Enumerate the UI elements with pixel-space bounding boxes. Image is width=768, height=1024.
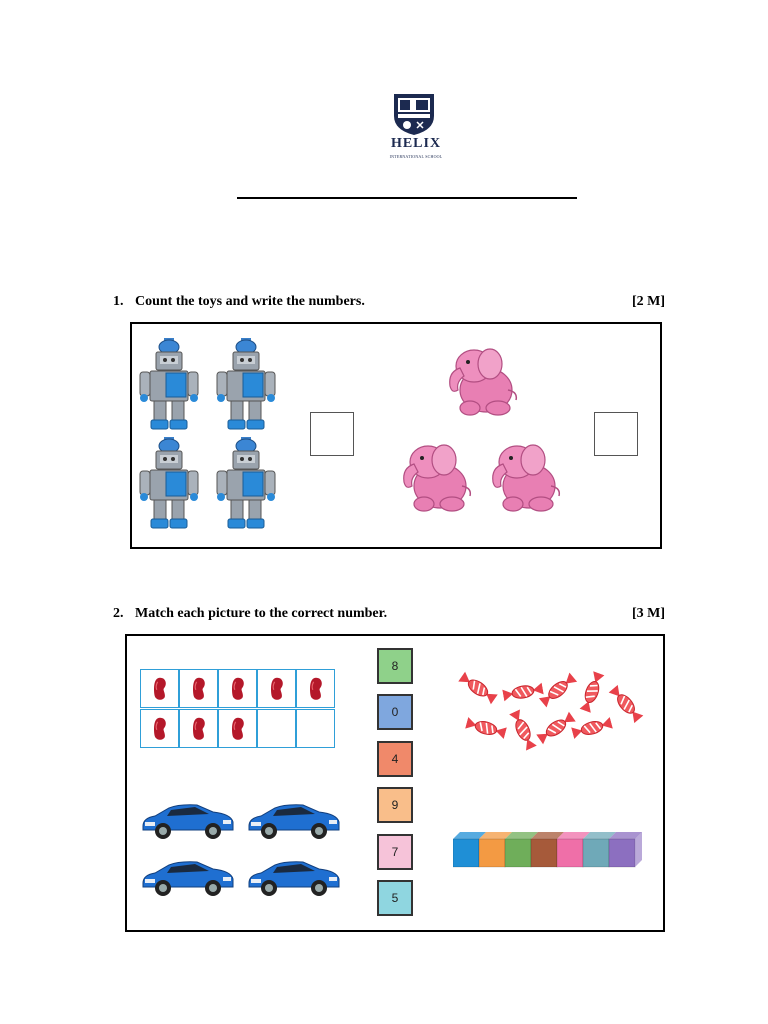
cube (609, 832, 642, 867)
number-card-label: 7 (391, 844, 399, 859)
robot-icon (214, 437, 278, 529)
school-logo (386, 92, 446, 164)
school-subtitle: INTERNATIONAL SCHOOL (389, 154, 443, 159)
number-card-label: 9 (391, 798, 399, 813)
car-icon (139, 857, 235, 897)
ten-frame-cell (257, 669, 296, 708)
ten-frame-cell (140, 709, 179, 748)
bean-icon (152, 676, 168, 702)
robot-icon (137, 338, 201, 430)
car-icon (245, 800, 341, 840)
number-card-4[interactable] (377, 741, 413, 777)
number-card-label: 4 (391, 751, 399, 766)
ten-frame[interactable] (140, 669, 336, 749)
question-2-marks: [3 M] (632, 606, 666, 621)
question-1-text: Count the toys and write the numbers. (135, 294, 365, 309)
number-card-5[interactable] (377, 880, 413, 916)
ten-frame-cell (257, 709, 296, 748)
question-1-title (113, 294, 365, 310)
car-icon (245, 857, 341, 897)
crest-icon (390, 92, 438, 136)
number-card-label: 5 (391, 891, 399, 905)
ten-frame-cell (140, 669, 179, 708)
car-icon (139, 800, 235, 840)
number-card-label: 8 (391, 659, 399, 673)
number-card-label: 0 (391, 705, 399, 720)
bean-icon (230, 676, 246, 702)
number-card-7[interactable] (377, 834, 413, 870)
elephant-icon (487, 442, 563, 514)
elephant-icon (398, 442, 474, 514)
bean-icon (191, 716, 207, 742)
question-2-number: 2. (113, 606, 124, 621)
number-card-8[interactable] (377, 648, 413, 684)
elephant-icon (444, 346, 520, 418)
ten-frame-cell (218, 709, 257, 748)
cube-train (453, 832, 649, 870)
school-name: HELIX (390, 136, 442, 151)
name-writing-line[interactable] (237, 197, 577, 199)
robot-icon (137, 437, 201, 529)
ten-frame-cell (296, 669, 335, 708)
ten-frame-cell (179, 709, 218, 748)
ten-frame-cell (179, 669, 218, 708)
number-card-0[interactable] (377, 694, 413, 730)
question-1-panel (130, 322, 662, 549)
ten-frame-cell (218, 669, 257, 708)
question-2-title (113, 606, 387, 622)
number-card-9[interactable] (377, 787, 413, 823)
bean-icon (230, 716, 246, 742)
elephant-count-answer-box[interactable] (594, 412, 638, 456)
question-1-number: 1. (113, 294, 124, 309)
bean-icon (191, 676, 207, 702)
bean-icon (152, 716, 168, 742)
robot-icon (214, 338, 278, 430)
bean-icon (308, 676, 324, 702)
question-2-text: Match each picture to the correct number. (135, 606, 388, 621)
robot-count-answer-box[interactable] (310, 412, 354, 456)
bean-icon (269, 676, 285, 702)
ten-frame-cell (296, 709, 335, 748)
question-1-marks: [2 M] (632, 294, 666, 309)
